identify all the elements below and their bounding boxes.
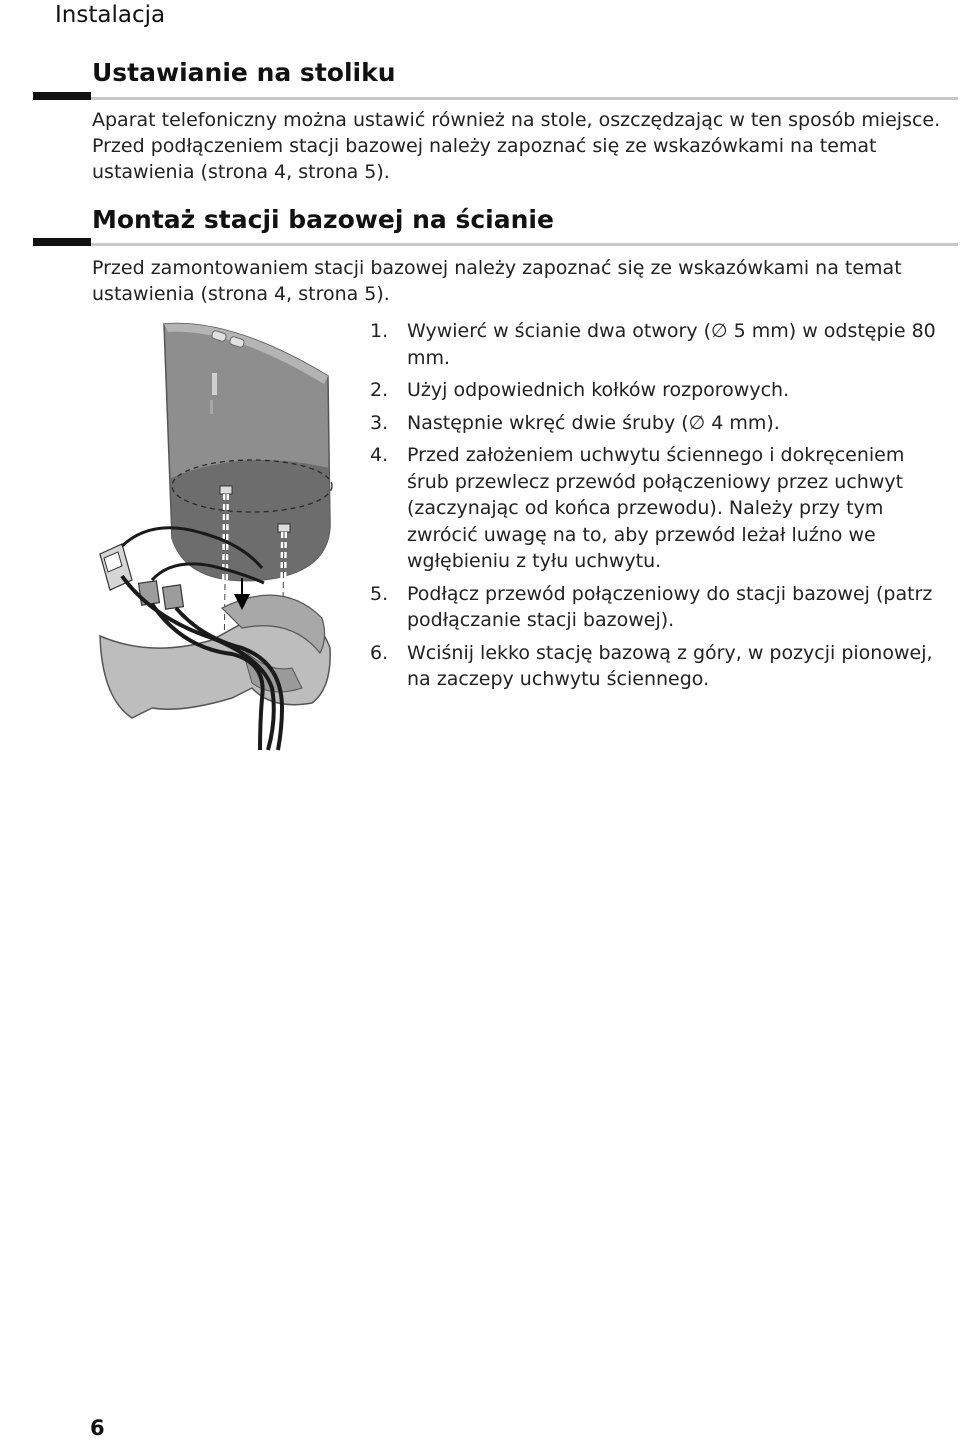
rule-thick-segment	[33, 238, 91, 246]
step-text: Podłącz przewód połączeniowy do stacji bazowej (patrz podłączanie stacji bazowej).	[407, 582, 933, 631]
mounting-steps-list	[370, 318, 945, 699]
section-rule	[33, 238, 958, 248]
step-text: Wciśnij lekko stację bazową z góry, w pozycji pionowej, na zaczepy uchwytu ściennego.	[407, 641, 933, 690]
list-item	[370, 318, 945, 371]
list-item	[370, 442, 945, 575]
base-station-wall-mount-drawing	[92, 318, 347, 753]
section-title-wall-mounting: Montaż stacji bazowej na ścianie	[92, 205, 554, 234]
step-text: Przed założeniem uchwytu ściennego i dokręceniem śrub przewlecz przewód połączeniowy przez uchwyt (zaczynając od końca przewodu). Należy przy tym zwrócić uwagę na to, aby przewód leżał luźno we wgłębieniu z tyłu uchwytu.	[407, 444, 905, 572]
rule-thin-segment	[91, 97, 958, 100]
step-number: 3.	[370, 411, 389, 434]
page-number: 6	[90, 1416, 105, 1440]
wall-mount-illustration	[92, 318, 347, 753]
section-title-table-placement: Ustawianie na stoliku	[92, 58, 396, 87]
step-text: Użyj odpowiednich kołków rozporowych.	[407, 379, 790, 401]
step-number: 6.	[370, 641, 389, 664]
running-header: Instalacja	[55, 2, 166, 28]
step-number: 2.	[370, 379, 389, 401]
step-number: 1.	[370, 320, 389, 342]
rule-thick-segment	[33, 92, 91, 100]
list-item	[370, 410, 945, 437]
list-item	[370, 640, 945, 693]
list-item	[370, 581, 945, 634]
section-rule	[33, 92, 958, 102]
section-paragraph-table-placement: Aparat telefoniczny można ustawić również na stole, oszczędzając w ten sposób miejsce. Przed podłączeniem stacji bazowej należy zapoznać się ze wskazówkami na temat ustawienia (strona 4, strona 5).	[92, 109, 941, 183]
step-text: Następnie wkręć dwie śruby (∅ 4 mm).	[407, 411, 780, 434]
list-item	[370, 377, 945, 404]
step-number: 4.	[370, 444, 389, 466]
rule-thin-segment	[91, 243, 958, 246]
step-text: Wywierć w ścianie dwa otwory (∅ 5 mm) w odstępie 80 mm.	[407, 320, 936, 369]
section-paragraph-wall-mounting: Przed zamontowaniem stacji bazowej należy zapoznać się ze wskazówkami na temat ustawienia (strona 4, strona 5).	[92, 257, 902, 305]
step-number: 5.	[370, 582, 389, 605]
